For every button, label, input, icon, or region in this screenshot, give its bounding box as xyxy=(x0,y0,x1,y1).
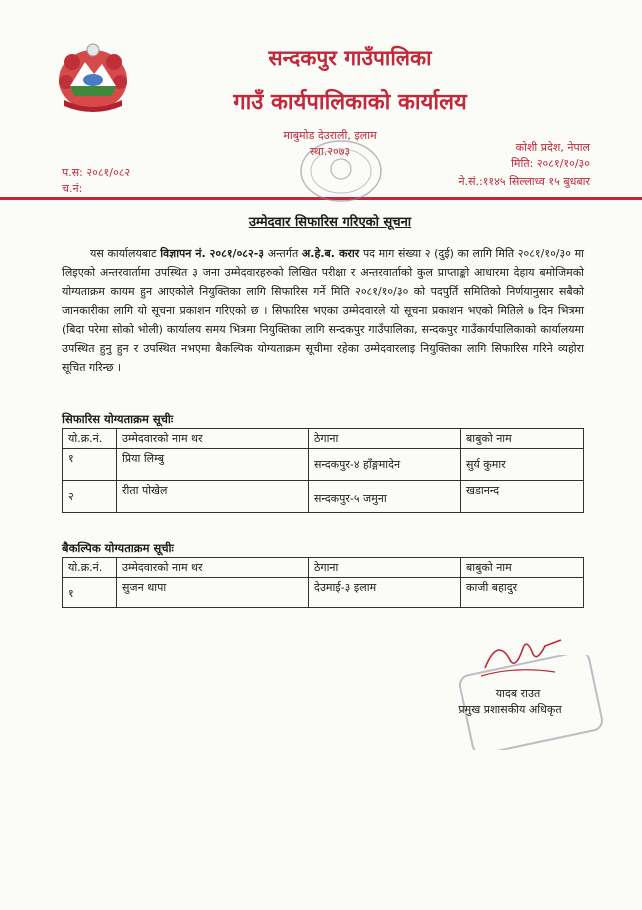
nepal-emblem-icon xyxy=(52,40,134,114)
table-header-row xyxy=(63,429,584,449)
body-intro: यस कार्यालयबाट xyxy=(90,247,157,260)
column-header: उम्मेदवारको नाम थर xyxy=(117,429,309,449)
post-name: अ.हे.ब. करार xyxy=(301,247,360,260)
recommended-table xyxy=(62,428,584,513)
address-cell: देउमाई-३ इलाम xyxy=(309,578,461,608)
serial-cell: १ xyxy=(63,449,117,481)
office-title: गाउँ कार्यपालिकाको कार्यालय xyxy=(233,90,467,115)
recommended-list-title: सिफारिस योग्यताक्रम सूचीः xyxy=(62,412,174,426)
column-header: ठेगाना xyxy=(309,429,461,449)
body-connector: अन्तर्गत xyxy=(267,247,299,260)
issue-date: मिति: २०८१/१०/३० xyxy=(511,157,590,170)
signature-icon xyxy=(475,628,565,682)
office-stamp-icon xyxy=(296,136,386,206)
address-cell: सन्दकपुर-४ हाँङ्गमादेन xyxy=(309,449,461,481)
table-header-row xyxy=(63,558,584,578)
office-address: माबुमोड देउराली, इलाम xyxy=(283,129,377,142)
notice-title: उम्मेदवार सिफारिस गरिएको सूचना xyxy=(248,215,412,230)
signatory-title: प्रमुख प्रशासकीय अधिकृत xyxy=(458,703,562,716)
father-name-cell: सुर्य कुमार xyxy=(461,449,584,481)
nepal-sambat-date: ने.सं.:११४५ सिल्लाध्व १५ बुधबार xyxy=(458,175,590,188)
serial-cell: १ xyxy=(63,578,117,608)
body-rest: पद माग संख्या २ (दुई) का लागि मिति २०८१/१०/३० मा लिइएको अन्तरवार्तामा उपस्थित ३ जना उम्मेदवारहरुको लिखित परीक्षा र अन्तरवार्ताको कुल प्राप्ताङ्को आधारमा देहाय बमोजिमको योग्यताक्रम कायम हुन आएकोले नियुक्तिका लागि सिफारिस गर्ने मिति २०८१/१०/३० को पदपुर्ति समितिको निर्णयानुसार सबैको जानकारीका लागि यो सूचना प्रकाशन गरिएको छ । सिफारिस भएका उम्मेदवारले यो सूचना प्रकाशन भएको मितिले ७ दिन भित्रमा (बिदा परेमा सोको भोली) कार्यालय समय भित्रमा नियुक्तिका लागि सन्दकपुर गाउँपालिका, सन्दकपुर गाउँकार्यपालिकाको कार्यालयमा उपस्थित हुनु हुन र उपस्थित नभएमा बैकल्पिक योग्यताक्रम सूचीमा रहेका उम्मेदवारलाइ नियुक्तिका लागि सिफारिस गरिने व्यहोरा सूचित गरिन्छ । xyxy=(62,247,585,374)
alternate-table xyxy=(62,557,584,608)
province: कोशी प्रदेश, नेपाल xyxy=(515,141,590,154)
name-cell: सुजन थापा xyxy=(117,578,309,608)
column-header: यो.क्र.नं. xyxy=(63,429,117,449)
name-cell: प्रिया लिम्बु xyxy=(117,449,309,481)
column-header: बाबुको नाम xyxy=(461,429,584,449)
office-name: सन्दकपुर गाउँपालिका xyxy=(268,46,432,70)
signatory-name: यादब राउत xyxy=(495,687,541,700)
advertisement-number: विज्ञापन नं. २०८१/०८२-३ xyxy=(160,247,265,260)
notice-body xyxy=(62,244,584,377)
column-header: यो.क्र.नं. xyxy=(63,558,117,578)
column-header: उम्मेदवारको नाम थर xyxy=(117,558,309,578)
father-name-cell: काजी बहादुर xyxy=(461,578,584,608)
father-name-cell: खडानन्द xyxy=(461,481,584,513)
table-row xyxy=(63,449,584,481)
reference-number: प.स: २०८१/०८२ xyxy=(62,166,131,179)
table-row xyxy=(63,578,584,608)
table-row xyxy=(63,481,584,513)
alternate-list-title: बैकल्पिक योग्यताक्रम सूचीः xyxy=(62,541,174,555)
name-cell: रीता पोखेल xyxy=(117,481,309,513)
column-header: बाबुको नाम xyxy=(461,558,584,578)
dispatch-number: च.नं: xyxy=(62,182,83,195)
column-header: ठेगाना xyxy=(309,558,461,578)
established-year: स्था.२०७३ xyxy=(309,145,351,158)
serial-cell: २ xyxy=(63,481,117,513)
address-cell: सन्दकपुर-५ जमुना xyxy=(309,481,461,513)
